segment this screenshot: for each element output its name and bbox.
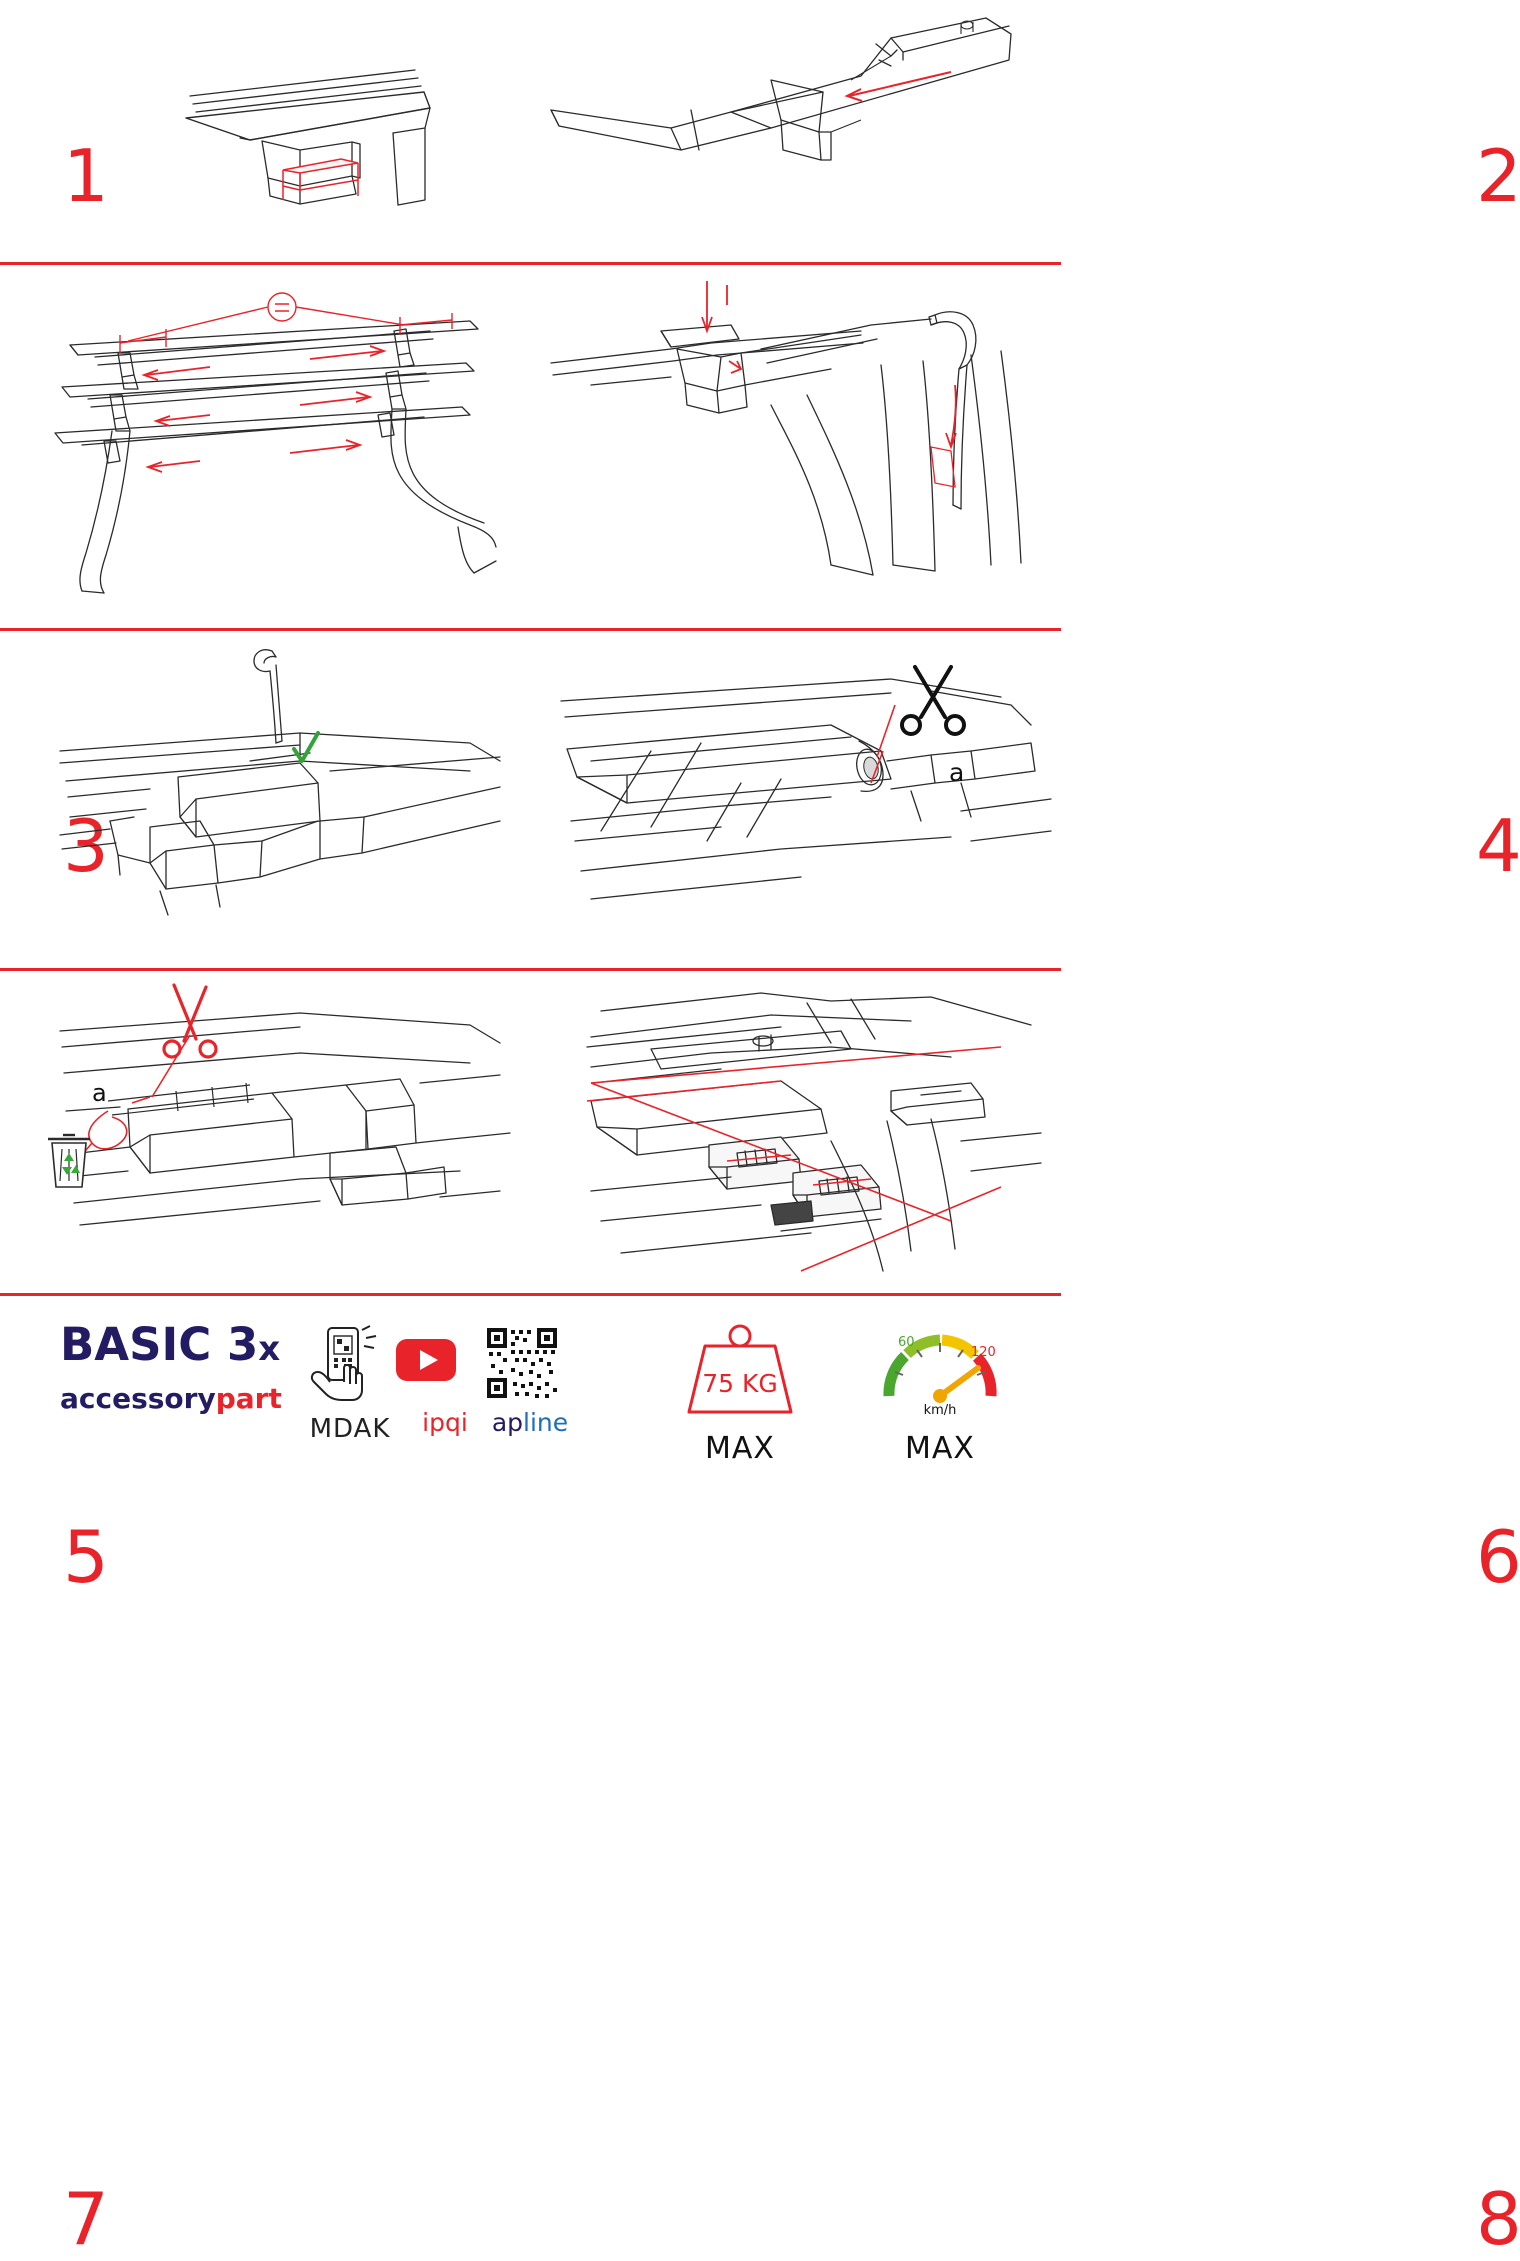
- step-6-illustration: [531, 631, 1061, 968]
- speed-limit-block: [860, 1310, 1020, 1466]
- brand-title-suffix: x: [258, 1329, 281, 1369]
- step-panel-4: [531, 265, 1520, 888]
- step-3-illustration: [0, 265, 530, 628]
- step-number-5: 5: [63, 1515, 107, 1599]
- step-4-illustration: [531, 265, 1061, 628]
- step-5-illustration: [0, 631, 530, 968]
- footer: [0, 1296, 1061, 1500]
- speed-tick-60: 60: [898, 1335, 915, 1350]
- brand-sub-part: part: [215, 1382, 282, 1415]
- check-icon: [294, 733, 318, 761]
- arrow-left: [847, 72, 951, 101]
- logo-youtube[interactable]: [395, 1338, 457, 1387]
- step-number-8: 8: [1476, 2177, 1520, 2261]
- step-8-illustration: [531, 971, 1061, 1293]
- divider-2: [0, 628, 1061, 631]
- scissors-icon: [902, 667, 964, 734]
- brand-block: [60, 1318, 290, 1415]
- step-1-illustration: [0, 0, 530, 262]
- logo-apline-ap: ap: [491, 1408, 524, 1437]
- weight-limit-block: [660, 1310, 820, 1466]
- logo-qr[interactable]: [485, 1326, 559, 1405]
- recycle-bin-icon: [48, 1135, 90, 1187]
- speed-tick-120: 120: [971, 1345, 996, 1360]
- qr-scan-hand-icon: [300, 1324, 400, 1402]
- brand-title: [60, 1318, 290, 1371]
- callout-a-label: a: [949, 758, 965, 787]
- step-number-4: 4: [1476, 804, 1520, 888]
- weight-icon: [665, 1310, 815, 1420]
- weight-value: 75 KG: [702, 1369, 778, 1398]
- step-number-6: 6: [1476, 1515, 1520, 1599]
- divider-1: [0, 262, 1061, 265]
- brand-sub-accessory: accessory: [60, 1382, 216, 1415]
- speed-max-label: MAX: [905, 1431, 975, 1466]
- qr-code-icon: [485, 1326, 559, 1400]
- speed-unit-label: km/h: [923, 1403, 957, 1418]
- step-number-2: 2: [1476, 134, 1520, 218]
- callout-a-label-7: a: [92, 1079, 107, 1107]
- step-7-illustration: [0, 971, 530, 1293]
- logo-apline-line: line: [523, 1408, 569, 1437]
- step-number-3: 3: [63, 804, 107, 888]
- weight-max-label: MAX: [705, 1431, 775, 1466]
- youtube-icon: [395, 1338, 457, 1382]
- brand-title-main: BASIC 3: [60, 1318, 259, 1371]
- step-panel-1: [0, 0, 530, 262]
- brand-subtitle: [60, 1382, 290, 1415]
- scissors-icon-7: [164, 985, 216, 1057]
- logo-apline-label: [470, 1408, 590, 1437]
- speedometer-icon: [865, 1310, 1015, 1420]
- logo-apline: [470, 1396, 590, 1437]
- step-2-illustration: [531, 0, 1061, 262]
- step-panel-3: [0, 265, 530, 888]
- step-number-1: 1: [63, 134, 107, 218]
- step-panel-2: [531, 0, 1520, 262]
- divider-3: [0, 968, 1061, 971]
- step-number-7: 7: [63, 2177, 107, 2261]
- logo-mdak-label: MDAK: [309, 1414, 391, 1444]
- logo-ipqi-label: ipqi: [422, 1408, 468, 1437]
- logo-mdak: [300, 1324, 400, 1444]
